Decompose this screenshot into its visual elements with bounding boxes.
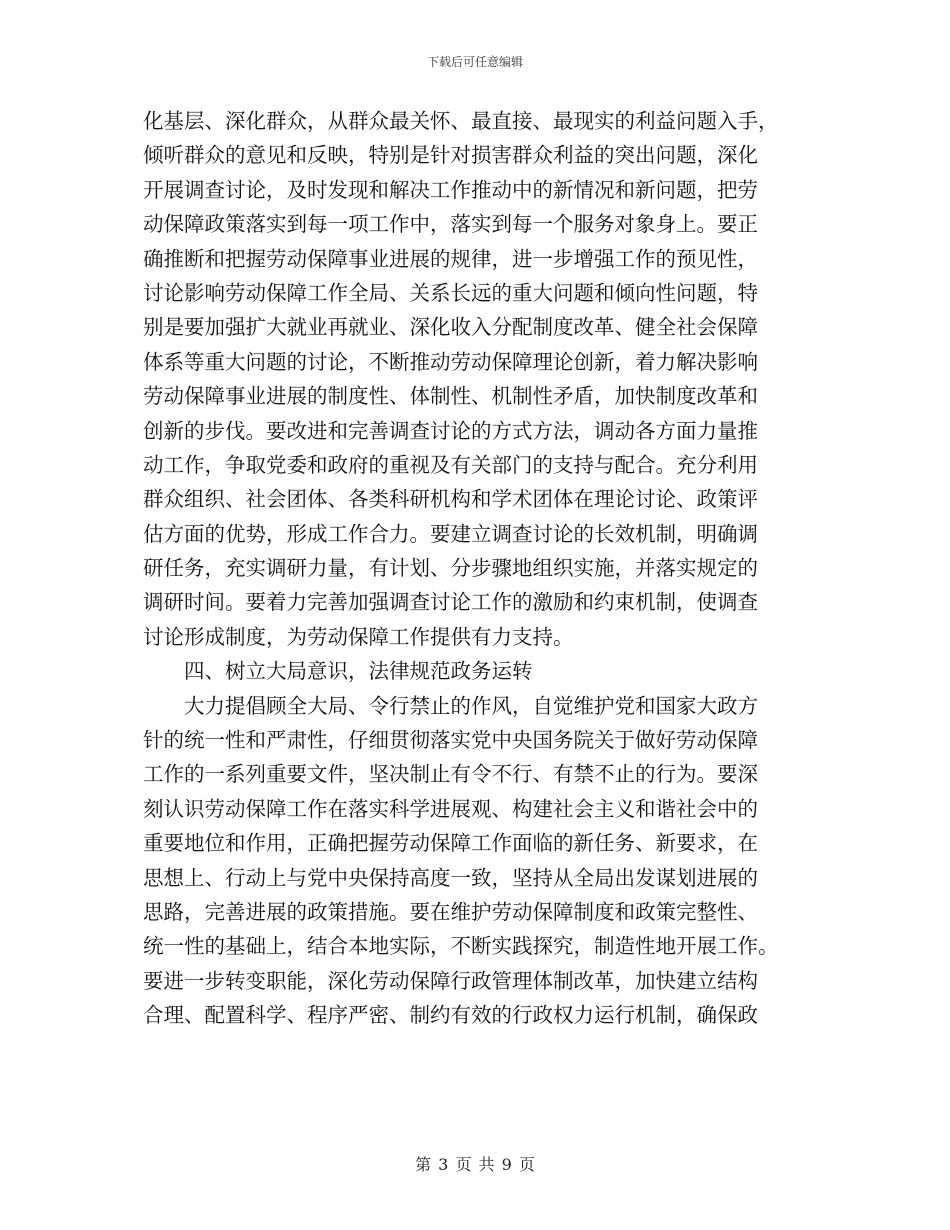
body-line: 讨论影响劳动保障工作全局、关系长远的重大问题和倾向性问题，特 <box>143 280 758 305</box>
body-line: 估方面的优势，形成工作合力。要建立调查讨论的长效机制，明确调 <box>143 521 758 546</box>
paragraph-first-line: 大力提倡顾全大局、令行禁止的作风，自觉维护党和国家大政方 <box>184 693 758 718</box>
body-line: 劳动保障事业进展的制度性、体制性、机制性矛盾，加快制度改革和 <box>143 384 758 409</box>
page-header-note: 下载后可任意编辑 <box>426 55 523 69</box>
section-heading: 四、树立大局意识，法律规范政务运转 <box>184 659 533 684</box>
body-line: 体系等重大问题的讨论，不断推动劳动保障理论创新，着力解决影响 <box>143 349 758 374</box>
body-line: 研任务，充实调研力量，有计划、分步骤地组织实施，并落实规定的 <box>143 556 758 581</box>
body-line: 化基层、深化群众，从群众最关怀、最直接、最现实的利益问题入手， <box>143 109 779 133</box>
body-line: 统一性的基础上，结合本地实际，不断实践探究，制造性地开展工作。 <box>143 934 779 959</box>
body-line: 调研时间。要着力完善加强调查讨论工作的激励和约束机制，使调查 <box>143 590 758 615</box>
page-number: 第 3 页 共 9 页 <box>415 1155 535 1174</box>
body-line: 思路，完善进展的政策措施。要在维护劳动保障制度和政策完整性、 <box>143 899 758 924</box>
body-line: 刻认识劳动保障工作在落实科学进展观、构建社会主义和谐社会中的 <box>143 796 758 821</box>
body-line: 讨论形成制度，为劳动保障工作提供有力支持。 <box>143 624 574 649</box>
body-line: 创新的步伐。要改进和完善调查讨论的方式方法，调动各方面力量推 <box>143 418 758 443</box>
body-line: 动保障政策落实到每一项工作中，落实到每一个服务对象身上。要正 <box>143 212 758 237</box>
body-line: 针的统一性和严肃性，仔细贯彻落实党中央国务院关于做好劳动保障 <box>143 728 758 753</box>
body-line: 确推断和把握劳动保障事业进展的规律，进一步增强工作的预见性， <box>143 246 758 271</box>
body-line: 群众组织、社会团体、各类科研机构和学术团体在理论讨论、政策评 <box>143 487 758 512</box>
document-body <box>143 104 808 1033</box>
body-line: 重要地位和作用，正确把握劳动保障工作面临的新任务、新要求，在 <box>143 831 758 856</box>
body-line: 合理、配置科学、程序严密、制约有效的行政权力运行机制，确保政 <box>143 1003 758 1028</box>
body-line: 动工作，争取党委和政府的重视及有关部门的支持与配合。充分利用 <box>143 452 758 477</box>
body-line: 开展调查讨论，及时发现和解决工作推动中的新情况和新问题，把劳 <box>143 177 758 202</box>
body-line: 工作的一系列重要文件，坚决制止有令不行、有禁不止的行为。要深 <box>143 762 758 787</box>
body-line: 别是要加强扩大就业再就业、深化收入分配制度改革、健全社会保障 <box>143 315 758 340</box>
body-line: 思想上、行动上与党中央保持高度一致，坚持从全局出发谋划进展的 <box>143 865 758 890</box>
body-line: 要进一步转变职能，深化劳动保障行政管理体制改革，加快建立结构 <box>143 968 758 993</box>
body-line: 倾听群众的意见和反映，特别是针对损害群众利益的突出问题，深化 <box>143 143 758 168</box>
